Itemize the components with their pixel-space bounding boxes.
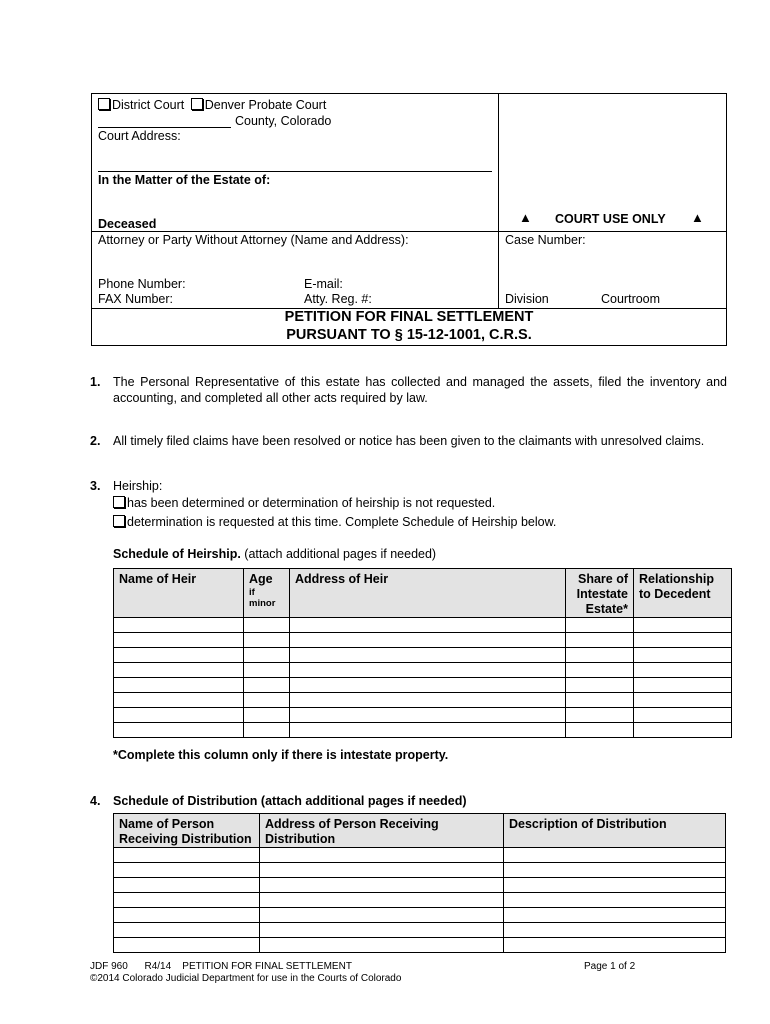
heirship-row [114, 648, 732, 663]
court-selection [98, 98, 326, 112]
division-label: Division [505, 292, 549, 306]
distribution-table [113, 813, 726, 953]
recipient-name-header: Name of Person Receiving Distribution [114, 814, 260, 848]
heirship-header-row [114, 569, 732, 618]
caption-divider [498, 93, 499, 309]
arrow-up-left-icon: ▲ [519, 210, 532, 225]
item-4-number: 4. [90, 794, 101, 808]
distribution-row [114, 878, 726, 893]
heirship-row [114, 618, 732, 633]
distribution-row [114, 923, 726, 938]
denver-probate-label: Denver Probate Court [204, 98, 327, 112]
heirship-row [114, 633, 732, 648]
heir-name-header: Name of Heir [114, 569, 244, 618]
footer-copyright: ©2014 Colorado Judicial Department for use in the Courts of Colorado [90, 973, 402, 984]
item-3-text: Heirship: [113, 479, 163, 493]
courtroom-label: Courtroom [601, 292, 661, 306]
footer-form-id: JDF 960 [90, 961, 128, 972]
fax-label: FAX Number: [98, 292, 174, 306]
item-1-number: 1. [90, 375, 101, 389]
heirship-row [114, 723, 732, 738]
distribution-row [114, 938, 726, 953]
heir-age-header: Age if minor [244, 569, 290, 618]
distribution-row [114, 908, 726, 923]
heirship-row [114, 708, 732, 723]
estate-label: In the Matter of the Estate of: [98, 173, 271, 187]
distribution-description-header: Description of Distribution [504, 814, 726, 848]
heirship-option-1 [113, 496, 495, 510]
caption-box [91, 93, 727, 309]
case-number-label: Case Number: [505, 233, 586, 247]
arrow-up-right-icon: ▲ [691, 210, 704, 225]
heir-relationship-header: Relationship to Decedent [634, 569, 732, 618]
court-use-only-label: COURT USE ONLY [555, 212, 666, 226]
footer-revision: R4/14 [144, 961, 172, 972]
heirship-option-1-label: has been determined or determination of heirship is not requested. [127, 496, 496, 510]
county-blank-line [98, 127, 231, 128]
atty-reg-label: Atty. Reg. #: [304, 292, 372, 306]
heir-share-header: Share of Intestate Estate* [566, 569, 634, 618]
heirship-schedule-title: Schedule of Heirship. [113, 547, 241, 561]
heirship-row [114, 663, 732, 678]
title-line-2: PURSUANT TO § 15-12-1001, C.R.S. [286, 327, 532, 343]
item-2-text: All timely filed claims have been resolved or notice has been given to the claimants with unresolved claims. [113, 434, 705, 448]
heirship-schedule-note: (attach additional pages if needed) [244, 547, 437, 561]
heirship-row [114, 678, 732, 693]
email-label: E-mail: [304, 277, 343, 291]
item-3-number: 3. [90, 479, 101, 493]
distribution-row [114, 893, 726, 908]
distribution-row [114, 863, 726, 878]
district-court-checkbox[interactable] [98, 98, 110, 110]
footer-page: Page 1 of 2 [584, 961, 636, 972]
caption-hline-court-use [91, 231, 727, 232]
heirship-footnote: *Complete this column only if there is intestate property. [113, 748, 449, 762]
item-1-text: The Personal Representative of this estate has collected and managed the assets, filed the inventory and accounting, and completed all other acts required by law. [113, 375, 727, 405]
heirship-determined-checkbox[interactable] [113, 496, 125, 508]
heirship-option-2-label: determination is requested at this time. Complete Schedule of Heirship below. [127, 515, 557, 529]
county-label: County, Colorado [235, 114, 332, 128]
phone-label: Phone Number: [98, 277, 186, 291]
court-address-label: Court Address: [98, 129, 181, 143]
district-court-label: District Court [112, 98, 185, 112]
item-4-text: Schedule of Distribution (attach additional pages if needed) [113, 794, 467, 808]
title-line-1: PETITION FOR FINAL SETTLEMENT [284, 309, 534, 325]
deceased-label: Deceased [98, 217, 157, 231]
estate-name-line [98, 171, 492, 172]
recipient-address-header: Address of Person Receiving Distribution [260, 814, 504, 848]
attorney-label: Attorney or Party Without Attorney (Name and Address): [98, 233, 409, 247]
footer-form-line [90, 961, 352, 972]
denver-probate-checkbox[interactable] [191, 98, 203, 110]
heirship-table [113, 568, 732, 738]
heirship-requested-checkbox[interactable] [113, 515, 125, 527]
distribution-header-row [114, 814, 726, 848]
item-2-number: 2. [90, 434, 101, 448]
distribution-row [114, 848, 726, 863]
footer-form-title: PETITION FOR FINAL SETTLEMENT [182, 961, 352, 972]
heirship-schedule-heading [113, 547, 436, 561]
heirship-option-2 [113, 515, 556, 529]
heirship-row [114, 693, 732, 708]
heir-address-header: Address of Heir [290, 569, 566, 618]
